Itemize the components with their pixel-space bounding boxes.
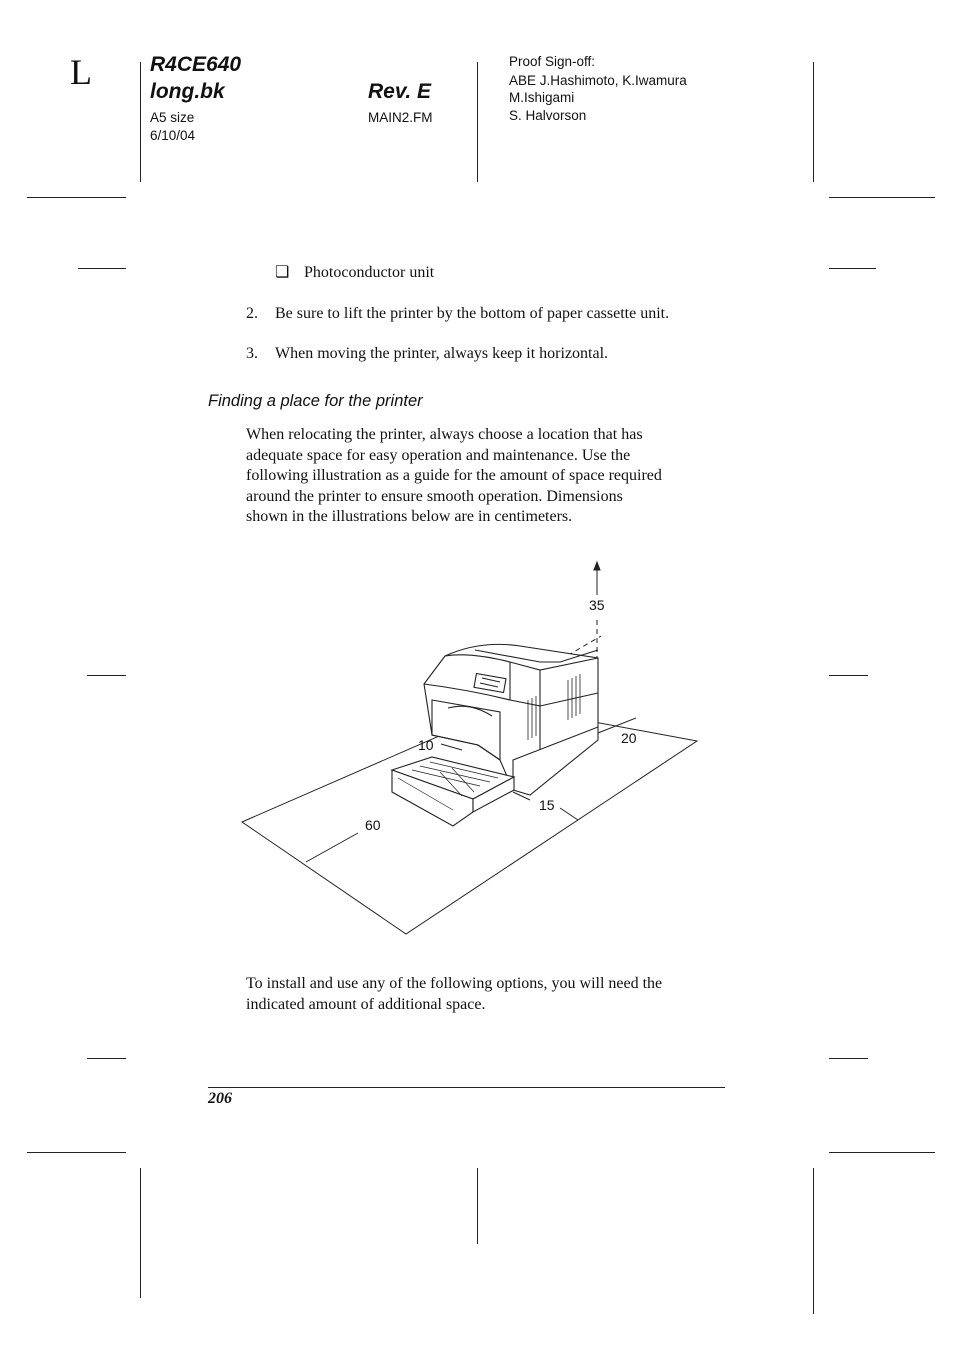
proof-label: Proof Sign-off: xyxy=(509,54,596,69)
step-number: 2. xyxy=(246,305,258,322)
paragraph xyxy=(246,974,662,1015)
text-line: To install and use any of the following options, you will need the xyxy=(246,975,663,992)
proof-line: M.Ishigami xyxy=(509,90,575,105)
doc-date: 6/10/04 xyxy=(150,128,196,143)
page-size: A5 size xyxy=(150,110,195,125)
section-title: Finding a place for the printer xyxy=(208,392,423,410)
crop-mark xyxy=(813,62,814,182)
crop-mark xyxy=(829,1058,868,1059)
book-name: long.bk xyxy=(150,80,225,103)
step-text: When moving the printer, always keep it horizontal. xyxy=(275,345,609,362)
paper-cassette-drawing xyxy=(392,757,514,826)
corner-letter: L xyxy=(70,52,92,92)
step-number: 3. xyxy=(246,345,258,362)
proof-line: ABE J.Hashimoto, K.Iwamura xyxy=(509,73,687,88)
text-line: When relocating the printer, always choose a location that has xyxy=(246,426,643,443)
crop-mark xyxy=(140,62,141,182)
printer-clearance-illustration xyxy=(230,555,710,945)
bullet-checkbox-icon: ❏ xyxy=(275,264,290,281)
crop-mark xyxy=(78,268,126,269)
crop-mark xyxy=(87,675,126,676)
crop-mark xyxy=(477,62,478,182)
crop-mark xyxy=(829,197,935,198)
crop-mark xyxy=(87,1058,126,1059)
proof-line: S. Halvorson xyxy=(509,108,587,123)
footer-rule xyxy=(208,1087,725,1088)
dimension-label-left: 10 xyxy=(418,737,434,753)
crop-mark xyxy=(140,1168,141,1298)
file-name: MAIN2.FM xyxy=(368,110,433,125)
crop-mark xyxy=(27,1152,126,1153)
text-line: adequate space for easy operation and maintenance. Use the xyxy=(246,446,631,464)
paragraph xyxy=(246,425,662,528)
revision: Rev. E xyxy=(368,80,432,103)
text-line: around the printer to ensure smooth operation. Dimensions xyxy=(246,487,623,505)
crop-mark xyxy=(27,197,126,198)
step-text: Be sure to lift the printer by the bottom of paper cassette unit. xyxy=(275,305,670,322)
crop-mark xyxy=(477,1168,478,1244)
dimension-label-front-right: 15 xyxy=(539,797,555,813)
crop-mark xyxy=(813,1168,814,1314)
dimension-label-front-left: 60 xyxy=(365,817,381,833)
text-line: shown in the illustrations below are in centimeters. xyxy=(246,508,573,525)
dimension-label-top: 35 xyxy=(589,597,605,613)
crop-mark xyxy=(829,1152,935,1153)
page-number: 206 xyxy=(208,1090,232,1107)
text-line: indicated amount of additional space. xyxy=(246,995,486,1013)
crop-mark xyxy=(829,268,876,269)
bullet-item: Photoconductor unit xyxy=(304,264,435,281)
doc-code: R4CE640 xyxy=(150,53,242,76)
text-line: following illustration as a guide for the amount of space required xyxy=(246,467,662,484)
dimension-label-right: 20 xyxy=(621,730,637,746)
crop-mark xyxy=(829,675,868,676)
